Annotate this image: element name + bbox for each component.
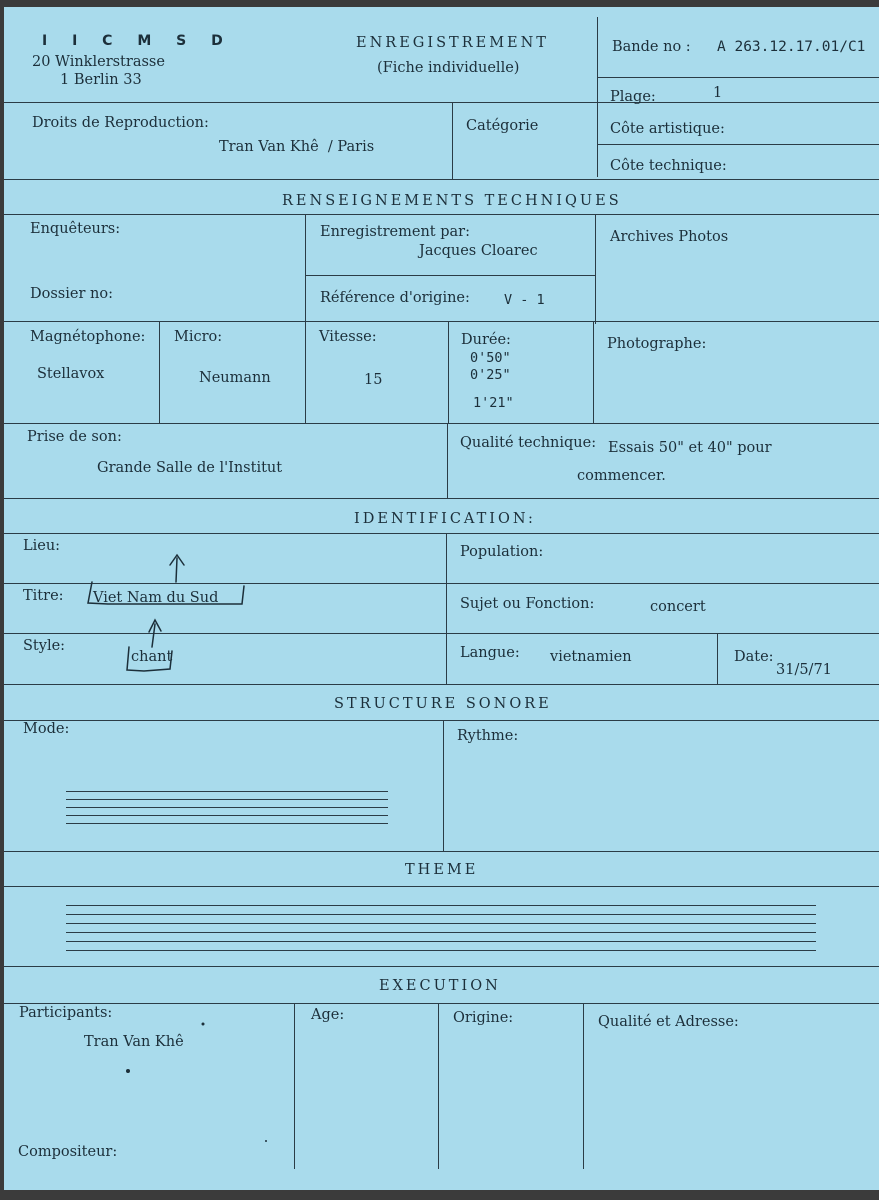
participants-value: Tran Van Khê	[84, 1034, 184, 1050]
duree-value: 0'25"	[470, 367, 511, 383]
address-city: 1 Berlin 33	[60, 72, 142, 88]
reference-label: Référence d'origine:	[320, 290, 470, 306]
duree-value: 1'21"	[473, 395, 514, 411]
style-value: chant	[131, 649, 173, 665]
prise-de-son-value: Grande Salle de l'Institut	[97, 460, 283, 476]
photographe-label: Photographe:	[607, 336, 707, 352]
sujet-value: concert	[650, 599, 706, 615]
section-heading-identification: IDENTIFICATION:	[354, 511, 536, 527]
titre-label: Titre:	[23, 588, 64, 604]
categorie-label: Catégorie	[466, 118, 539, 134]
titre-value: Viet Nam du Sud	[93, 590, 219, 606]
compositeur-label: Compositeur:	[18, 1144, 118, 1160]
enregistrement-label: Enregistrement par:	[320, 224, 470, 240]
droits-value: Tran Van Khê / Paris	[219, 139, 375, 155]
date-value: 31/5/71	[776, 662, 832, 678]
vitesse-value: 15	[364, 372, 383, 388]
plage-value: 1	[713, 85, 723, 101]
style-label: Style:	[23, 638, 66, 654]
micro-label: Micro:	[174, 329, 223, 345]
participants-label: Participants:	[19, 1005, 113, 1021]
qualite-technique-value-cont: commencer.	[577, 468, 666, 484]
duree-value: 0'50"	[470, 350, 511, 366]
address-street: 20 Winklerstrasse	[32, 54, 165, 70]
date-label: Date:	[734, 649, 774, 665]
bande-label: Bande no :	[612, 39, 691, 55]
cote-technique-label: Côte technique:	[610, 158, 727, 174]
langue-value: vietnamien	[550, 649, 632, 665]
ink-dot	[4, 7, 879, 1190]
age-label: Age:	[311, 1007, 345, 1023]
enregistrement-value: Jacques Cloarec	[419, 243, 538, 259]
population-label: Population:	[460, 544, 544, 560]
duree-label: Durée:	[461, 332, 511, 348]
form-subtitle: (Fiche individuelle)	[377, 60, 520, 76]
section-heading-technical: RENSEIGNEMENTS TECHNIQUES	[282, 193, 622, 209]
prise-de-son-label: Prise de son:	[27, 429, 122, 445]
magnetophone-value: Stellavox	[37, 366, 105, 382]
cote-artistique-label: Côte artistique:	[610, 121, 725, 137]
reference-value: V - 1	[504, 292, 545, 308]
section-heading-structure: STRUCTURE SONORE	[334, 696, 552, 712]
droits-label: Droits de Reproduction:	[32, 115, 209, 131]
form-title: ENREGISTREMENT	[356, 35, 549, 51]
qualite-technique-value: Essais 50" et 40" pour	[608, 440, 772, 456]
recording-form-card	[4, 7, 879, 1190]
magnetophone-label: Magnétophone:	[30, 329, 146, 345]
qualite-technique-label: Qualité technique:	[460, 435, 597, 451]
mode-label: Mode:	[23, 721, 70, 737]
qualite-adresse-label: Qualité et Adresse:	[598, 1014, 739, 1030]
micro-value: Neumann	[199, 370, 271, 386]
archives-photos-label: Archives Photos	[610, 229, 729, 245]
lieu-label: Lieu:	[23, 538, 61, 554]
sujet-label: Sujet ou Fonction:	[460, 596, 595, 612]
bande-value: A 263.12.17.01/C1	[717, 39, 866, 55]
vitesse-label: Vitesse:	[319, 329, 377, 345]
section-heading-theme: THEME	[405, 862, 479, 878]
plage-label: Plage:	[610, 89, 656, 105]
rythme-label: Rythme:	[457, 728, 519, 744]
langue-label: Langue:	[460, 645, 520, 661]
institute-logo: I I C M S D	[42, 33, 233, 49]
section-heading-execution: EXECUTION	[379, 978, 501, 994]
origine-label: Origine:	[453, 1010, 514, 1026]
enqueteurs-label: Enquêteurs:	[30, 221, 121, 237]
dossier-label: Dossier no:	[30, 286, 113, 302]
